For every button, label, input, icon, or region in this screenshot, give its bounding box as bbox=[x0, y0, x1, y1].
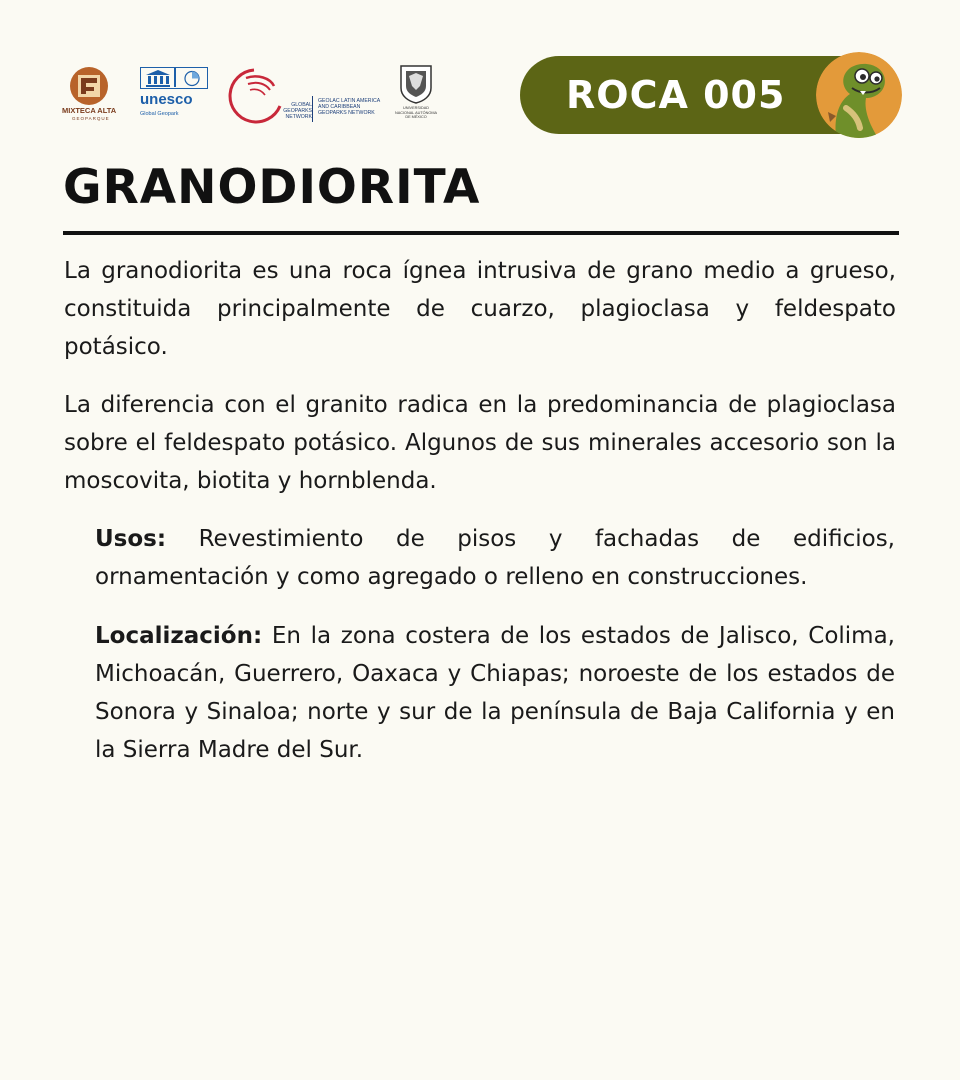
mixteca-name: MIXTECA ALTA bbox=[62, 106, 117, 115]
dinosaur-mascot-icon bbox=[816, 52, 902, 138]
ggn-name: GLOBAL GEOPARKS NETWORK bbox=[283, 102, 312, 120]
unam-name: UNIVERSIDAD NACIONAL AUTÓNOMA DE MÉXICO bbox=[394, 106, 438, 119]
mixteca-glyph-icon bbox=[69, 66, 109, 106]
page-title: GRANODIORITA bbox=[63, 160, 481, 215]
unesco-name: unesco bbox=[140, 91, 193, 108]
geopark-circle-icon bbox=[178, 69, 206, 88]
mixteca-alta-logo bbox=[58, 62, 124, 128]
temple-icon bbox=[143, 69, 173, 88]
uses-label: Usos: bbox=[95, 526, 167, 552]
logo-strip bbox=[58, 62, 458, 128]
description-paragraph: La granodiorita es una roca ígnea intrusiva de grano medio a grueso, constituida principalmente de cuarzo, plagioclasa y feldespato potásico. bbox=[64, 258, 896, 360]
unam-logo bbox=[394, 64, 438, 126]
title-divider bbox=[63, 231, 899, 235]
uses-item bbox=[95, 520, 895, 596]
difference-paragraph: La diferencia con el granito radica en la predominancia de plagioclasa sobre el feldespato potásico. Algunos de sus minerales accesorio son la moscovita, biotita y hornblenda. bbox=[64, 392, 896, 494]
rock-number-badge bbox=[520, 56, 900, 134]
badge-label: ROCA 005 bbox=[566, 73, 786, 117]
unam-shield-icon bbox=[398, 64, 434, 104]
location-label: Localización: bbox=[95, 623, 263, 649]
geolac-name: GEOLAC LATIN AMERICA AND CARIBBEAN GEOPARKS NETWORK bbox=[318, 98, 380, 116]
unesco-emblem bbox=[140, 67, 208, 89]
unesco-logo bbox=[140, 67, 212, 123]
uses-text: Revestimiento de pisos y fachadas de edificios, ornamentación y como agregado o relleno en construcciones. bbox=[95, 526, 895, 590]
logo-divider bbox=[312, 96, 313, 122]
location-text: En la zona costera de los estados de Jalisco, Colima, Michoacán, Guerrero, Oaxaca y Chiapas; noroeste de los estados de Sonora y Sinaloa; norte y sur de la península de Baja California y en la Sierra Madre del Sur. bbox=[95, 623, 895, 763]
geoparks-network-logo bbox=[224, 66, 384, 126]
location-item bbox=[95, 617, 895, 769]
mixteca-sub: GEOPARQUE bbox=[72, 116, 110, 121]
unesco-sub: Global Geopark bbox=[140, 111, 179, 117]
